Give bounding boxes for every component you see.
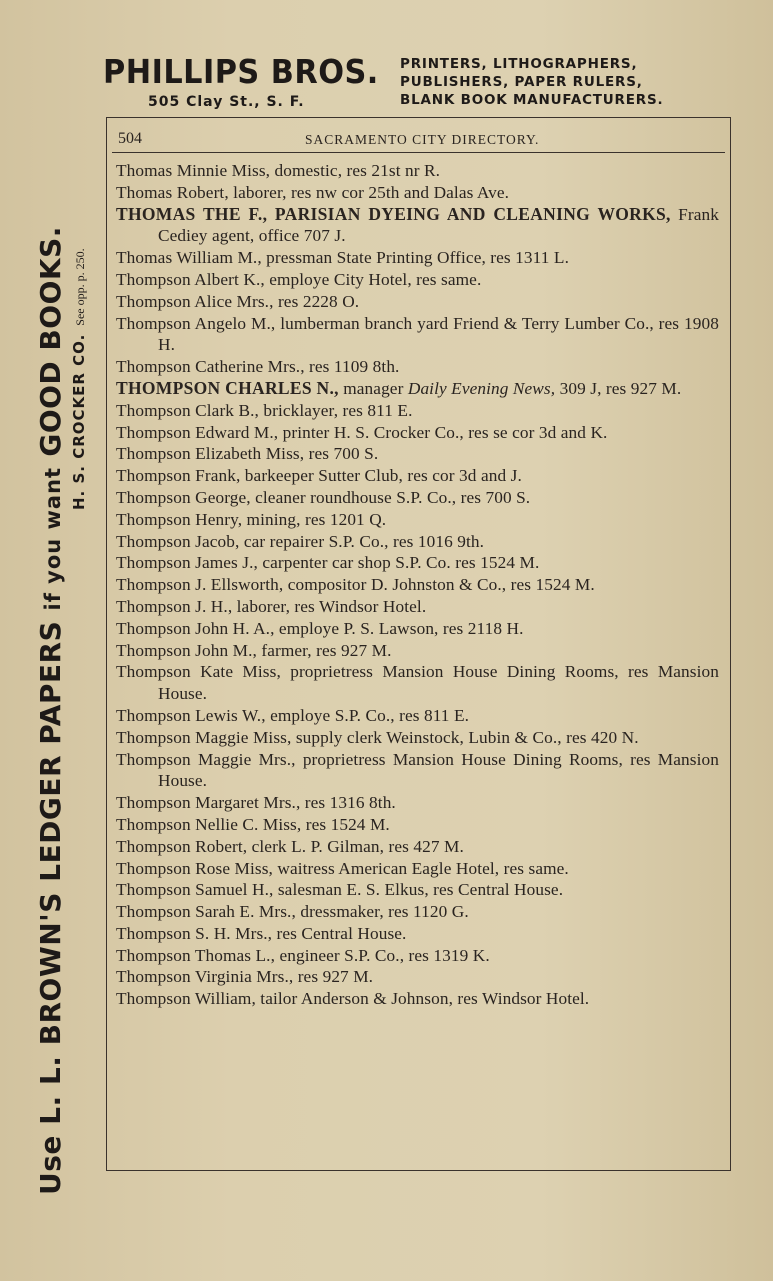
side-advertisement [35,85,105,1195]
side-ad-company: H. S. CROCKER CO. [70,333,88,510]
header-ad-services [400,55,705,109]
directory-entry [116,901,719,923]
entry-name: Thompson Samuel H., [116,880,274,900]
entry-name: Thompson Nellie C. Miss, [116,814,302,834]
directory-entry [116,705,719,727]
entry-details: employe P. S. Lawson, res 2118 H. [274,618,524,638]
directory-entry [116,966,719,988]
entry-name: Thompson William, [116,989,256,1009]
directory-entry [116,247,719,269]
entry-italic-details: Daily Evening News, [407,378,556,398]
entry-details: res 1524 M. [301,814,390,834]
entry-name: Thompson Sarah E. Mrs., [116,902,296,922]
entry-details: res 700 S. [304,444,379,464]
directory-entry [116,792,719,814]
header-ad-name: PHILLIPS BROS. [103,52,379,91]
entry-details: proprietress Mansion House Dining Rooms, res Mansion House. [158,749,719,791]
directory-entry [116,313,719,357]
entry-details: printer H. S. Crocker Co., res se cor 3d and K. [278,422,608,442]
running-head-rule [112,152,725,153]
entry-details: res 1109 8th. [304,357,400,377]
entry-name: THOMAS THE F., PARISIAN DYEING AND CLEANING WORKS, [116,203,671,224]
directory-entry [116,814,719,836]
entry-name: Thompson Jacob, [116,531,240,551]
entry-name: Thompson Maggie Mrs., [116,749,296,769]
directory-entry [116,618,719,640]
directory-entry [116,291,719,313]
bottom-rule [106,1170,731,1171]
directory-entry [116,422,719,444]
directory-entry [116,552,719,574]
entry-details: clerk L. P. Gilman, res 427 M. [247,836,464,856]
entry-details: tailor Anderson & Johnson, res Windsor Hotel. [255,989,590,1009]
entry-name: Thompson Alice Mrs., [116,291,274,311]
directory-entry [116,465,719,487]
directory-entry [116,509,719,531]
directory-entry [116,378,719,400]
entry-details-continued: 309 J, res 927 M. [555,378,682,398]
running-head: SACRAMENTO CITY DIRECTORY. [305,132,540,147]
entry-details: proprietress Mansion House Dining Rooms, res Mansion House. [158,662,720,704]
directory-entry [116,356,719,378]
entry-details: res 2228 O. [273,291,360,311]
entry-details: employe S.P. Co., res 811 E. [265,705,470,725]
directory-entry [116,160,719,182]
entry-details: engineer S.P. Co., res 1319 K. [275,945,490,965]
directory-entry [116,945,719,967]
entry-name: Thompson Frank, [116,466,241,486]
entry-name: Thompson John H. A., [116,618,275,638]
side-ad-use: Use [34,1135,67,1195]
directory-entry [116,640,719,662]
directory-entry [116,988,719,1010]
entry-details: manager [338,378,408,398]
entry-details: laborer, res nw cor 25th and Dalas Ave. [228,182,510,202]
entry-details: supply clerk Weinstock, Lubin & Co., res 420 N. [291,727,639,747]
entry-name: Thompson James J., [116,553,258,573]
side-ad-good-books: GOOD BOOKS. [34,226,67,457]
entry-details: farmer, res 927 M. [256,640,392,660]
page-number: 504 [118,130,142,147]
entry-name: Thompson Margaret Mrs., [116,793,301,813]
directory-entry [116,487,719,509]
entry-details: cleaner roundhouse S.P. Co., res 700 S. [250,487,531,507]
entry-name: Thompson Rose Miss, [116,858,273,878]
entry-details: pressman State Printing Office, res 1311 L. [261,248,569,268]
entry-details: compositor D. Johnston & Co., res 1524 M. [283,575,595,595]
entry-details: employe City Hotel, res same. [264,269,482,289]
entry-name: THOMPSON CHARLES N., [116,377,339,398]
entry-name: Thompson Maggie Miss, [116,727,292,747]
directory-entry [116,204,719,248]
entry-details: Frank Cediey agent, office 707 J. [158,204,719,246]
entry-name: Thompson Lewis W., [116,705,266,725]
entry-name: Thompson J. Ellsworth, [116,575,284,595]
directory-entry [116,574,719,596]
directory-listing [116,160,719,1010]
header-ad-service-line: PRINTERS, LITHOGRAPHERS, [400,56,638,72]
entry-name: Thompson Angelo M., [116,313,276,333]
top-rule [106,117,731,118]
entry-name: Thompson John M., [116,640,257,660]
side-ad-see-note: See opp. p. 250. [73,248,87,326]
entry-name: Thomas Robert, [116,182,229,202]
entry-name: Thompson Clark B., [116,400,259,420]
directory-entry [116,182,719,204]
entry-details: domestic, res 21st nr R. [270,161,441,180]
entry-details: laborer, res Windsor Hotel. [232,596,427,616]
directory-entry [116,879,719,901]
side-ad-company-line [70,248,88,510]
entry-name: Thompson Henry, [116,509,243,529]
entry-details: waitress American Eagle Hotel, res same. [272,858,569,878]
entry-name: Thompson Virginia Mrs., [116,967,294,987]
entry-details: res Central House. [272,923,407,943]
directory-entry [116,661,719,705]
entry-name: Thompson George, [116,487,251,507]
entry-details: res 1316 8th. [300,793,396,813]
directory-entry [116,269,719,291]
entry-name: Thompson Edward M., [116,422,279,442]
directory-entry [116,727,719,749]
directory-entry [116,400,719,422]
entry-name: Thompson Thomas L., [116,945,276,965]
directory-entry [116,443,719,465]
directory-entry [116,836,719,858]
entry-details: dressmaker, res 1120 G. [295,902,469,922]
directory-entry [116,596,719,618]
entry-details: lumberman branch yard Friend & Terry Lumber Co., res 1908 H. [158,313,719,355]
entry-details: mining, res 1201 Q. [242,509,387,529]
directory-entry [116,531,719,553]
directory-entry [116,858,719,880]
entry-details: salesman E. S. Elkus, res Central House. [273,880,564,900]
entry-name: Thompson Robert, [116,836,248,856]
directory-entry [116,923,719,945]
entry-name: Thompson Catherine Mrs., [116,357,305,377]
entry-name: Thompson Albert K., [116,269,265,289]
entry-name: Thomas Minnie Miss, [116,161,271,180]
header-ad-service-line: PUBLISHERS, PAPER RULERS, [400,74,643,90]
directory-entry [116,749,719,793]
entry-details: bricklayer, res 811 E. [258,400,413,420]
entry-details: barkeeper Sutter Club, res cor 3d and J. [240,466,522,486]
entry-name: Thomas William M., [116,248,262,268]
entry-details: res 927 M. [293,967,374,987]
entry-name: Thompson Kate Miss, [116,662,281,682]
side-ad-brand: L. L. BROWN'S LEDGER PAPERS [34,620,67,1125]
header-ad-service-line: BLANK BOOK MANUFACTURERS. [400,92,664,108]
entry-name: Thompson J. H., [116,596,233,616]
side-ad-main-line [35,85,69,1195]
entry-name: Thompson Elizabeth Miss, [116,444,305,464]
side-ad-tagline: if you want [41,466,65,611]
header-ad-address: 505 Clay St., S. F. [148,94,305,110]
entry-details: car repairer S.P. Co., res 1016 9th. [239,531,485,551]
entry-details: carpenter car shop S.P. Co. res 1524 M. [257,553,540,573]
entry-name: Thompson S. H. Mrs., [116,923,273,943]
